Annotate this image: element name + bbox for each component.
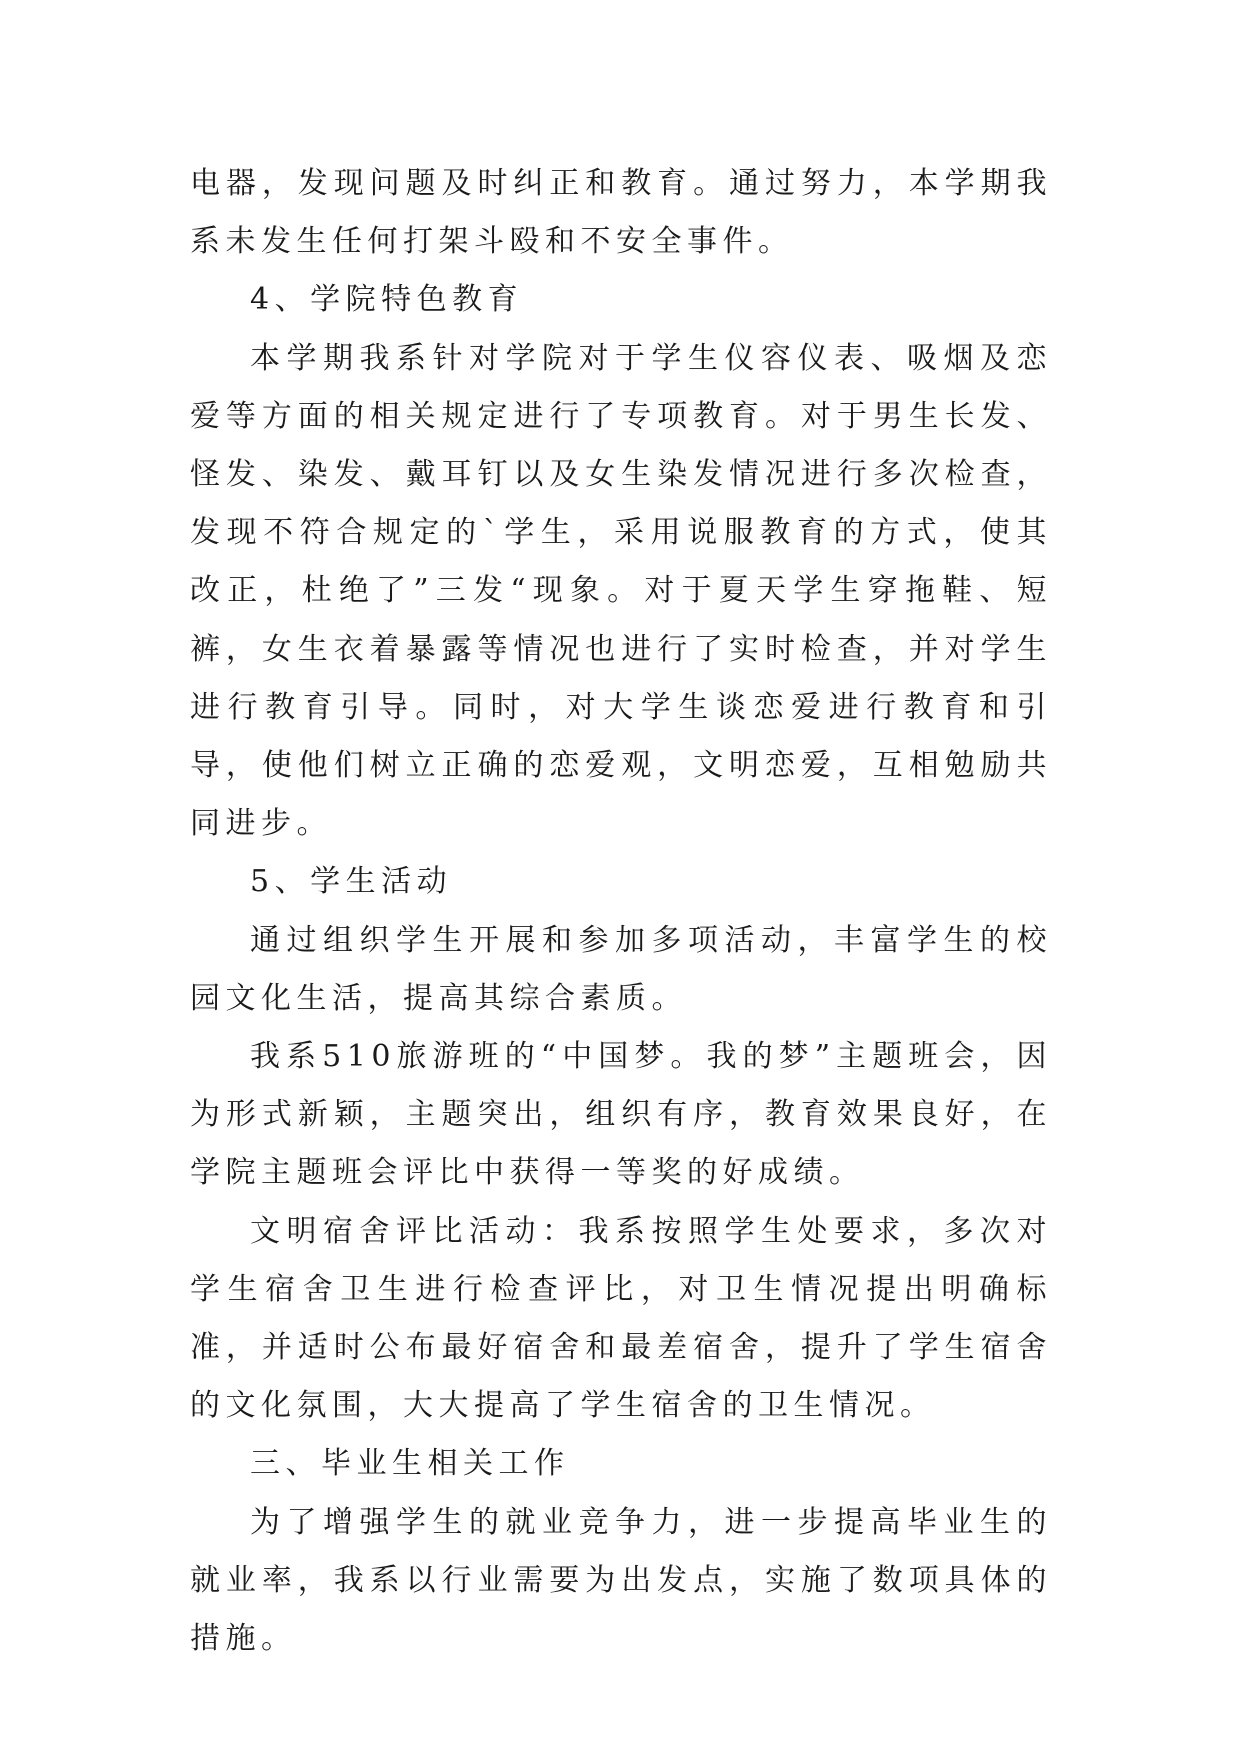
paragraph: 本学期我系针对学院对于学生仪容仪表、吸烟及恋爱等方面的相关规定进行了专项教育。对于男生长发、怪发、染发、戴耳钉以及女生染发情况进行多次检查，发现不符合规定的`学生，采用说服教育的方式，使其改正，杜绝了”三发“现象。对于夏天学生穿拖鞋、短裤，女生衣着暴露等情况也进行了实时检查，并对学生进行教育引导。同时，对大学生谈恋爱进行教育和引导，使他们树立正确的恋爱观，文明恋爱，互相勉励共同进步。 (190, 340, 1052, 842)
paragraph: 我系510旅游班的“中国梦。我的梦”主题班会，因为形式新颖，主题突出，组织有序，教育效果良好，在学院主题班会评比中获得一等奖的好成绩。 (190, 1039, 1052, 1191)
paragraph: 文明宿舍评比活动：我系按照学生处要求，多次对学生宿舍卫生进行检查评比，对卫生情况提出明确标准，并适时公布最好宿舍和最差宿舍，提升了学生宿舍的文化氛围，大大提高了学生宿舍的卫生情况。 (190, 1213, 1052, 1424)
section-heading: 5、学生活动 (250, 864, 453, 900)
section-heading: 三、毕业生相关工作 (250, 1446, 570, 1482)
paragraph: 为了增强学生的就业竞争力，进一步提高毕业生的就业率，我系以行业需要为出发点，实施了数项具体的措施。 (190, 1504, 1052, 1657)
paragraph: 通过组织学生开展和参加多项活动，丰富学生的校园文化生活，提高其综合素质。 (190, 922, 1052, 1016)
section-heading: 4、学院特色教育 (250, 282, 524, 318)
document-body (190, 155, 1052, 1668)
paragraph: 电器，发现问题及时纠正和教育。通过努力，本学期我系未发生任何打架斗殴和不安全事件。 (190, 166, 1052, 260)
